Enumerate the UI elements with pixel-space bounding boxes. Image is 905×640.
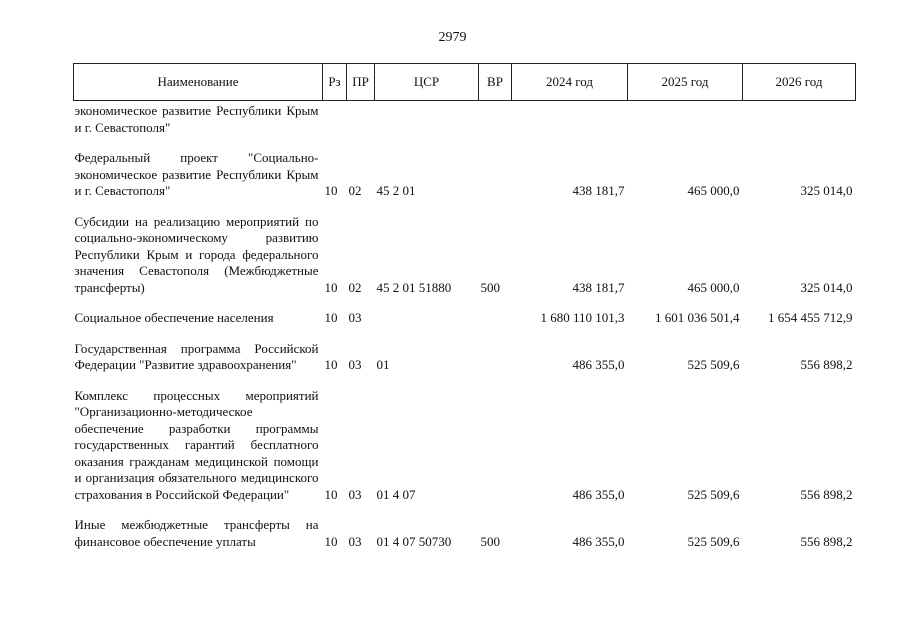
row-vr xyxy=(479,136,512,200)
row-csr: 45 2 01 51880 xyxy=(376,279,452,295)
header-2024: 2024 год xyxy=(512,64,628,101)
row-name: Федеральный проект "Социально-экономическое развитие Республики Крым и г. Севастополя" xyxy=(74,150,319,198)
row-pr: 03 xyxy=(348,533,362,549)
row-rz: 10 xyxy=(324,533,338,549)
row-2026: 325 014,0 xyxy=(800,183,853,198)
row-2025: 465 000,0 xyxy=(687,183,740,198)
row-csr: 01 4 07 xyxy=(376,486,416,502)
header-csr: ЦСР xyxy=(375,64,479,101)
row-2025: 525 509,6 xyxy=(687,486,740,502)
row-2025: 1 601 036 501,4 xyxy=(655,310,740,325)
row-2026: 325 014,0 xyxy=(800,279,853,295)
row-2026 xyxy=(743,101,856,137)
row-csr: 01 4 07 50730 xyxy=(376,533,452,549)
row-2026: 1 654 455 712,9 xyxy=(768,310,853,325)
row-csr: 45 2 01 xyxy=(376,183,416,198)
header-pr: ПР xyxy=(347,64,375,101)
row-pr: 02 xyxy=(348,183,362,198)
row-2024: 486 355,0 xyxy=(572,486,625,502)
row-rz: 10 xyxy=(324,486,338,502)
row-2025: 465 000,0 xyxy=(687,279,740,295)
row-2025: 525 509,6 xyxy=(687,533,740,549)
row-name: Субсидии на реализацию мероприятий по социально-экономическому развитию Республики Крым и города федерального значения Севастополя (Межбюджетные трансферты) xyxy=(74,213,319,295)
row-2026: 556 898,2 xyxy=(800,357,853,372)
row-2025: 525 509,6 xyxy=(687,357,740,372)
row-2024: 486 355,0 xyxy=(572,533,625,549)
row-vr xyxy=(479,296,512,327)
row-2024: 438 181,7 xyxy=(572,279,625,295)
table-row xyxy=(74,296,856,327)
table-row xyxy=(74,374,856,504)
row-2024: 486 355,0 xyxy=(572,357,625,372)
row-rz: 10 xyxy=(324,310,338,325)
row-2026: 556 898,2 xyxy=(800,533,853,549)
header-rz: Рз xyxy=(323,64,347,101)
row-csr xyxy=(375,296,479,327)
row-csr: 01 xyxy=(376,357,390,372)
table-row xyxy=(74,503,856,550)
header-2026: 2026 год xyxy=(743,64,856,101)
table-row xyxy=(74,136,856,200)
row-vr xyxy=(479,327,512,374)
budget-table xyxy=(73,63,856,550)
page-number: 2979 xyxy=(438,30,467,45)
row-2024: 438 181,7 xyxy=(572,183,625,198)
header-row xyxy=(74,64,856,101)
row-vr: 500 xyxy=(480,279,500,295)
row-name: Иные межбюджетные трансферты на финансовое обеспечение уплаты xyxy=(74,517,319,549)
row-pr: 03 xyxy=(348,310,362,325)
header-vr: ВР xyxy=(479,64,512,101)
row-vr xyxy=(479,374,512,504)
row-csr xyxy=(375,101,479,137)
row-name: Социальное обеспечение населения xyxy=(74,310,274,325)
header-2025: 2025 год xyxy=(628,64,743,101)
row-name: Комплекс процессных мероприятий "Организационно-методическое обеспечение разработки программы государственных гарантий бесплатного оказания гражданам медицинской помощи и организация обязательного медицинского страхования в Российской Федерации" xyxy=(74,387,319,502)
row-vr xyxy=(479,101,512,137)
row-pr: 02 xyxy=(348,279,362,295)
row-pr xyxy=(347,101,375,137)
row-2024 xyxy=(512,101,628,137)
row-rz xyxy=(323,101,347,137)
row-name: Государственная программа Российской Федерации "Развитие здравоохранения" xyxy=(74,340,319,372)
row-2024: 1 680 110 101,3 xyxy=(540,310,625,325)
table-row xyxy=(74,200,856,297)
row-name: экономическое развитие Республики Крым и г. Севастополя" xyxy=(74,103,319,135)
header-name: Наименование xyxy=(74,64,323,101)
row-rz: 10 xyxy=(324,357,338,372)
row-2025 xyxy=(628,101,743,137)
table-row xyxy=(74,327,856,374)
row-rz: 10 xyxy=(324,183,338,198)
row-pr: 03 xyxy=(348,357,362,372)
table-row xyxy=(74,101,856,137)
row-pr: 03 xyxy=(348,486,362,502)
row-rz: 10 xyxy=(324,279,338,295)
row-2026: 556 898,2 xyxy=(800,486,853,502)
row-vr: 500 xyxy=(480,533,500,549)
